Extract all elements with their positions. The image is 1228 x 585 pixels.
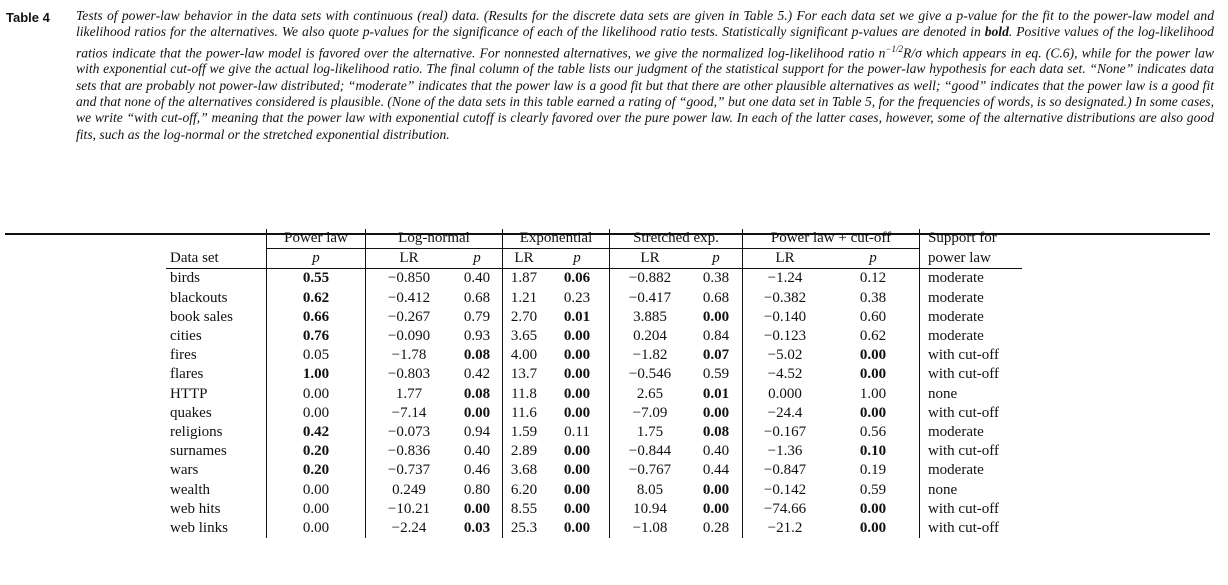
value-cell: 0.08: [452, 385, 503, 404]
value-cell: −1.36: [767, 443, 803, 460]
value-cell: 0.00: [545, 346, 610, 365]
value-cell: 0.00: [267, 500, 366, 519]
value-cell: 0.00: [267, 404, 366, 423]
group-header-exponential: Exponential: [503, 229, 610, 249]
value-cell: 0.000: [768, 385, 802, 402]
value-cell: −0.836: [387, 443, 431, 460]
table-row: [166, 404, 1022, 423]
value-cell: 0.10: [827, 442, 920, 461]
table-sub-header: [166, 249, 1022, 269]
row-label: quakes: [166, 404, 267, 423]
value-cell: 1.21: [510, 289, 538, 306]
table-caption: [76, 8, 1214, 143]
caption-bold-word: bold: [984, 24, 1009, 40]
value-cell: 4.00: [510, 347, 538, 364]
support-cell: moderate: [928, 328, 984, 345]
subheader-lr: LR: [743, 249, 828, 269]
value-cell: 0.60: [827, 308, 920, 327]
table-body: [166, 269, 1022, 538]
caption-superscript: −1/2: [885, 43, 903, 54]
table-row: [166, 365, 1022, 384]
value-cell: −0.073: [387, 424, 431, 441]
subheader-p: p: [267, 249, 366, 269]
value-cell: −1.24: [767, 270, 803, 287]
caption-text-3: R/σ which appears in eq. (C.6), while for the power law with exponential cut-off we give the actual log-likelihood ratio. The final column of the table lists our judgment of the statistical support for the power-law hypothesis for each data set. “None” indicates data sets that are probably not power-law distributed; “moderate” indicates that the power law is a good fit but that there are other plausible alternatives as well; “good” indicates that the power law is a good fit and that none of the alternatives considered is plausible. (None of the data sets in this table earned a rating of “good,” but one data set in Table 5, for the frequencies of words, is so designated.) In some cases, we write “with cut-off,” meaning that the power law with exponential cutoff is clearly favored over the pure power law. In each of the latter cases, however, some of the alternative distributions are also good fits, such as the log-normal or the stretched exponential distribution.: [76, 45, 1215, 142]
value-cell: 0.79: [452, 308, 503, 327]
value-cell: −0.123: [763, 328, 807, 345]
value-cell: −1.82: [632, 347, 668, 364]
value-cell: 0.94: [452, 423, 503, 442]
subheader-p: p: [545, 249, 610, 269]
support-cell: with cut-off: [928, 443, 999, 460]
value-cell: 0.05: [267, 346, 366, 365]
value-cell: 1.00: [827, 385, 920, 404]
value-cell: −7.14: [391, 404, 427, 421]
value-cell: 0.55: [267, 269, 366, 289]
value-cell: 0.08: [452, 346, 503, 365]
value-cell: 0.68: [452, 289, 503, 308]
table-row: [166, 346, 1022, 365]
table-group-header: [166, 229, 1022, 249]
row-label: web hits: [166, 500, 267, 519]
support-cell: moderate: [928, 308, 984, 325]
value-cell: 0.66: [267, 308, 366, 327]
value-cell: 0.01: [545, 308, 610, 327]
support-cell: with cut-off: [928, 347, 999, 364]
value-cell: −0.546: [628, 366, 672, 383]
value-cell: 0.00: [827, 500, 920, 519]
subheader-p: p: [690, 249, 743, 269]
value-cell: −0.382: [763, 289, 807, 306]
row-label: web links: [166, 519, 267, 538]
subheader-lr: LR: [610, 249, 691, 269]
value-cell: −2.24: [391, 520, 427, 537]
support-cell: moderate: [928, 462, 984, 479]
value-cell: 0.38: [690, 269, 743, 289]
value-cell: 11.6: [511, 404, 537, 421]
value-cell: 0.00: [827, 346, 920, 365]
support-cell: moderate: [928, 289, 984, 306]
value-cell: 1.00: [267, 365, 366, 384]
caption-text-2: . Positive values of the log-likelihood ratios indicate that the power-law model is favored over the alternative. For nonnested alternatives, we give the normalized log-likelihood ratio n: [76, 24, 1214, 61]
value-cell: −10.21: [387, 500, 431, 517]
value-cell: −0.090: [387, 328, 431, 345]
value-cell: 13.7: [510, 366, 538, 383]
value-cell: 0.00: [690, 404, 743, 423]
value-cell: −0.844: [628, 443, 672, 460]
row-label: cities: [166, 327, 267, 346]
value-cell: −7.09: [632, 404, 668, 421]
value-cell: −21.2: [767, 520, 803, 537]
value-cell: 0.08: [690, 423, 743, 442]
value-cell: 0.00: [545, 500, 610, 519]
value-cell: 0.59: [690, 365, 743, 384]
support-cell: with cut-off: [928, 520, 999, 537]
value-cell: 0.19: [827, 461, 920, 480]
value-cell: −0.850: [387, 270, 431, 287]
support-cell: with cut-off: [928, 366, 999, 383]
value-cell: 0.249: [392, 481, 426, 498]
row-label: fires: [166, 346, 267, 365]
table-row: [166, 385, 1022, 404]
value-cell: 0.00: [545, 442, 610, 461]
value-cell: 0.40: [690, 442, 743, 461]
value-cell: 2.70: [510, 308, 538, 325]
table-row: [166, 269, 1022, 289]
support-cell: moderate: [928, 424, 984, 441]
subheader-p: p: [827, 249, 920, 269]
value-cell: 0.00: [545, 385, 610, 404]
value-cell: −0.140: [763, 308, 807, 325]
group-header-log-normal: Log-normal: [366, 229, 503, 249]
row-label: blackouts: [166, 289, 267, 308]
value-cell: 8.05: [636, 481, 664, 498]
value-cell: 0.80: [452, 481, 503, 500]
value-cell: 1.87: [510, 270, 538, 287]
value-cell: 2.65: [636, 385, 664, 402]
value-cell: 0.204: [633, 328, 667, 345]
support-cell: none: [928, 481, 958, 498]
value-cell: 0.23: [545, 289, 610, 308]
value-cell: −4.52: [767, 366, 803, 383]
value-cell: 0.00: [545, 327, 610, 346]
subheader-lr: LR: [503, 249, 546, 269]
value-cell: 0.00: [827, 519, 920, 538]
table-row: [166, 327, 1022, 346]
group-header-power-law: Power law: [267, 229, 366, 249]
caption-text-1: Tests of power-law behavior in the data sets with continuous (real) data. (Results for the discrete data sets are given in Table 5.) For each data set we give a p-value for the fit to the power-law model and likelihood ratios for the alternatives. We also quote p-values for the significance of each of the likelihood ratio tests. Statistically significant p-values are denoted in: [76, 8, 1214, 40]
row-label: surnames: [166, 442, 267, 461]
row-label: wars: [166, 461, 267, 480]
value-cell: −0.882: [628, 270, 672, 287]
row-label: wealth: [166, 481, 267, 500]
value-cell: 0.28: [690, 519, 743, 538]
support-cell: with cut-off: [928, 500, 999, 517]
table-row: [166, 308, 1022, 327]
value-cell: 0.62: [827, 327, 920, 346]
value-cell: 0.20: [267, 442, 366, 461]
value-cell: −1.78: [391, 347, 427, 364]
table-row: [166, 481, 1022, 500]
value-cell: 0.00: [452, 500, 503, 519]
value-cell: 0.42: [267, 423, 366, 442]
value-cell: 0.00: [827, 404, 920, 423]
value-cell: 0.00: [690, 500, 743, 519]
value-cell: 0.00: [545, 365, 610, 384]
value-cell: 0.46: [452, 461, 503, 480]
value-cell: 0.42: [452, 365, 503, 384]
value-cell: 2.89: [510, 443, 538, 460]
table-row: [166, 500, 1022, 519]
value-cell: 3.65: [510, 328, 538, 345]
value-cell: 0.38: [827, 289, 920, 308]
group-header-power-law-cutoff: Power law + cut-off: [743, 229, 920, 249]
subheader-power-law: power law: [920, 249, 1023, 269]
value-cell: 1.59: [510, 424, 538, 441]
table-row: [166, 519, 1022, 538]
subheader-p: p: [452, 249, 503, 269]
value-cell: 8.55: [510, 500, 538, 517]
empty-header-cell: [166, 229, 267, 249]
row-label: flares: [166, 365, 267, 384]
support-cell: moderate: [928, 270, 984, 287]
value-cell: 0.03: [452, 519, 503, 538]
results-table: [166, 229, 1022, 538]
value-cell: 0.00: [545, 461, 610, 480]
value-cell: 0.62: [267, 289, 366, 308]
group-header-support: Support for: [928, 230, 997, 247]
value-cell: 0.76: [267, 327, 366, 346]
value-cell: −5.02: [767, 347, 803, 364]
support-cell: none: [928, 385, 958, 402]
value-cell: 11.8: [511, 385, 537, 402]
value-cell: −0.267: [387, 308, 431, 325]
value-cell: −0.412: [387, 289, 431, 306]
value-cell: 0.40: [452, 269, 503, 289]
value-cell: 0.56: [827, 423, 920, 442]
value-cell: −0.847: [763, 462, 807, 479]
support-cell: with cut-off: [928, 404, 999, 421]
row-label: HTTP: [166, 385, 267, 404]
value-cell: 25.3: [510, 520, 538, 537]
value-cell: −1.08: [632, 520, 668, 537]
value-cell: 0.93: [452, 327, 503, 346]
value-cell: −0.167: [763, 424, 807, 441]
value-cell: 0.00: [545, 519, 610, 538]
value-cell: 0.00: [267, 481, 366, 500]
value-cell: 1.77: [395, 385, 423, 402]
value-cell: 0.40: [452, 442, 503, 461]
value-cell: 0.44: [690, 461, 743, 480]
table-row: [166, 423, 1022, 442]
value-cell: 0.00: [827, 365, 920, 384]
group-header-stretched-exp: Stretched exp.: [610, 229, 743, 249]
value-cell: −0.737: [387, 462, 431, 479]
value-cell: −0.142: [763, 481, 807, 498]
value-cell: 0.01: [690, 385, 743, 404]
value-cell: 0.12: [827, 269, 920, 289]
subheader-data-set: Data set: [166, 249, 267, 269]
table-caption-label: Table 4: [6, 10, 50, 25]
table-row: [166, 442, 1022, 461]
value-cell: 0.59: [827, 481, 920, 500]
value-cell: 0.00: [267, 519, 366, 538]
value-cell: 0.06: [545, 269, 610, 289]
value-cell: 0.00: [545, 481, 610, 500]
table-row: [166, 461, 1022, 480]
table-row: [166, 289, 1022, 308]
value-cell: 0.68: [690, 289, 743, 308]
value-cell: 0.00: [545, 404, 610, 423]
value-cell: 3.68: [510, 462, 538, 479]
row-label: religions: [166, 423, 267, 442]
value-cell: 3.885: [633, 308, 667, 325]
value-cell: 1.75: [636, 424, 664, 441]
value-cell: 0.00: [690, 308, 743, 327]
value-cell: 0.00: [452, 404, 503, 423]
value-cell: −24.4: [767, 404, 803, 421]
value-cell: 0.84: [690, 327, 743, 346]
value-cell: −0.417: [628, 289, 672, 306]
value-cell: −0.767: [628, 462, 672, 479]
value-cell: −74.66: [763, 500, 807, 517]
row-label: book sales: [166, 308, 267, 327]
value-cell: 0.07: [690, 346, 743, 365]
row-label: birds: [166, 269, 267, 289]
value-cell: 0.00: [267, 385, 366, 404]
value-cell: −0.803: [387, 366, 431, 383]
subheader-lr: LR: [366, 249, 453, 269]
value-cell: 0.00: [690, 481, 743, 500]
value-cell: 0.11: [545, 423, 610, 442]
value-cell: 6.20: [510, 481, 538, 498]
value-cell: 10.94: [633, 500, 667, 517]
value-cell: 0.20: [267, 461, 366, 480]
